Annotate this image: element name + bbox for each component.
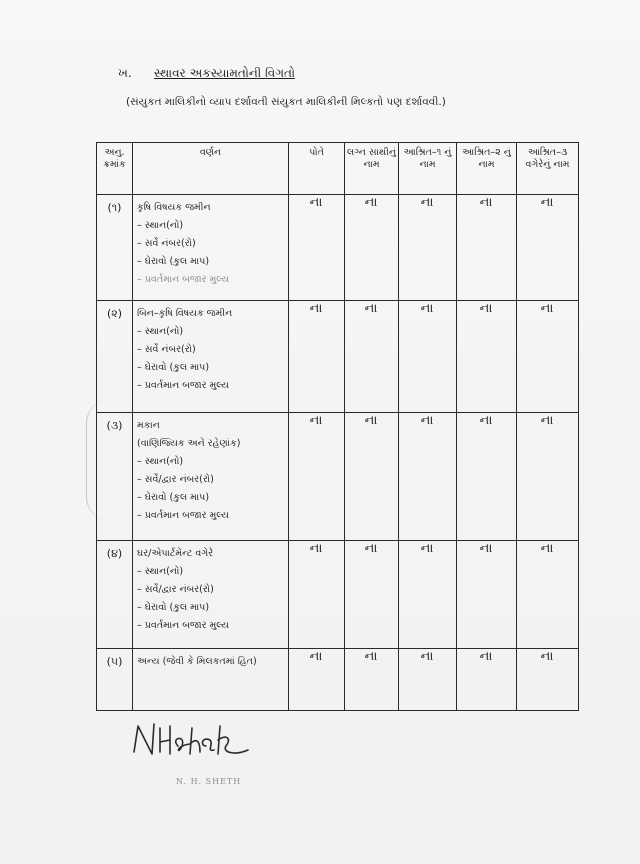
value-self: ના bbox=[289, 413, 345, 541]
description-line: – પ્રવર્તમાન બજાર મુલ્ય bbox=[137, 620, 230, 631]
value-dependent-2: ના bbox=[457, 541, 517, 649]
row-serial: (૫) bbox=[97, 649, 133, 711]
header-dependent-1: આશ્રિત–૧ નું નામ bbox=[399, 143, 457, 195]
description-line: – સ્થાન(નો) bbox=[137, 326, 184, 337]
description-line: – સર્વે નંબર(રો) bbox=[137, 238, 196, 249]
section-label: ખ. bbox=[118, 66, 132, 80]
description-line: ઘર/એપાર્ટમેન્ટ વગેરે bbox=[137, 548, 214, 559]
row-serial: (૪) bbox=[97, 541, 133, 649]
value-dependent-3: ના bbox=[517, 413, 579, 541]
value-dependent-2: ના bbox=[457, 301, 517, 413]
section-title: સ્થાવર અકસ્યામતોની વિગતો bbox=[154, 66, 295, 80]
row-serial: (૩) bbox=[97, 413, 133, 541]
value-dependent-3: ના bbox=[517, 541, 579, 649]
description-line: – પ્રવર્તમાન બજાર મુલ્ય bbox=[137, 274, 230, 285]
description-line: – સર્વે/દ્વાર નંબર(રો) bbox=[137, 474, 214, 485]
value-dependent-2: ના bbox=[457, 195, 517, 301]
value-spouse: ના bbox=[345, 541, 399, 649]
description-line: મકાન bbox=[137, 420, 160, 431]
description-line: – ઘેરાવો (કુલ માપ) bbox=[137, 602, 210, 613]
table-header-row bbox=[97, 143, 579, 195]
header-dependent-2: આશ્રિત–૨ નું નામ bbox=[457, 143, 517, 195]
value-dependent-3: ના bbox=[517, 301, 579, 413]
value-dependent-1: ના bbox=[399, 413, 457, 541]
table-row bbox=[97, 195, 579, 301]
value-dependent-2: ના bbox=[457, 413, 517, 541]
header-spouse: લગ્ન સાથીનું નામ bbox=[345, 143, 399, 195]
row-serial: (૨) bbox=[97, 301, 133, 413]
row-description bbox=[133, 649, 289, 711]
header-dependent-3: આશ્રિત–૩ વગેરેનું નામ bbox=[517, 143, 579, 195]
value-self: ના bbox=[289, 649, 345, 711]
immovable-assets-table bbox=[96, 142, 579, 711]
description-line: – સ્થાન(નો) bbox=[137, 456, 184, 467]
header-self: પોતે bbox=[289, 143, 345, 195]
row-description bbox=[133, 301, 289, 413]
value-dependent-2: ના bbox=[457, 649, 517, 711]
name-stamp: N. H. SHETH bbox=[176, 777, 242, 786]
description-line: – સ્થાન(નો) bbox=[137, 220, 184, 231]
value-spouse: ના bbox=[345, 195, 399, 301]
value-dependent-3: ના bbox=[517, 649, 579, 711]
value-dependent-1: ના bbox=[399, 649, 457, 711]
section-subheading: (સંયુકત માલિકીનો વ્યાપ દર્શાવતી સંયુકત માલિકીની મિલ્કતો પણ દર્શાવવી.) bbox=[126, 96, 446, 108]
description-line: – ઘેરાવો (કુલ માપ) bbox=[137, 256, 210, 267]
description-line: બિન–કૃષિ વિષયક જમીન bbox=[137, 308, 233, 319]
description-line: – પ્રવર્તમાન બજાર મુલ્ય bbox=[137, 510, 230, 521]
row-description bbox=[133, 413, 289, 541]
description-line: અન્ય (જેવી કે મિલકતમાં હિત) bbox=[137, 656, 257, 667]
value-spouse: ના bbox=[345, 301, 399, 413]
table-row bbox=[97, 301, 579, 413]
value-self: ના bbox=[289, 195, 345, 301]
value-self: ના bbox=[289, 541, 345, 649]
row-serial: (૧) bbox=[97, 195, 133, 301]
value-dependent-1: ના bbox=[399, 541, 457, 649]
description-line: – ઘેરાવો (કુલ માપ) bbox=[137, 492, 210, 503]
table-row bbox=[97, 541, 579, 649]
handwritten-signature bbox=[130, 716, 280, 766]
header-description: વર્ણન bbox=[133, 143, 289, 195]
description-line: – ઘેરાવો (કુલ માપ) bbox=[137, 362, 210, 373]
description-line: – સ્થાન(નો) bbox=[137, 566, 184, 577]
header-serial: અનુ. ક્રમાંક bbox=[97, 143, 133, 195]
section-heading bbox=[118, 66, 295, 81]
description-line: (વાણિજ્યિક અને રહેણાંક) bbox=[137, 438, 241, 449]
row-description bbox=[133, 195, 289, 301]
table-row bbox=[97, 649, 579, 711]
description-line: – સર્વે નંબર(રો) bbox=[137, 344, 196, 355]
value-dependent-1: ના bbox=[399, 301, 457, 413]
description-line: – પ્રવર્તમાન બજાર મુલ્ય bbox=[137, 380, 230, 391]
row-description bbox=[133, 541, 289, 649]
table-row bbox=[97, 413, 579, 541]
description-line: – સર્વે/દ્વાર નંબર(રો) bbox=[137, 584, 214, 595]
value-spouse: ના bbox=[345, 649, 399, 711]
value-dependent-3: ના bbox=[517, 195, 579, 301]
value-dependent-1: ના bbox=[399, 195, 457, 301]
description-line: કૃષિ વિષયક જમીન bbox=[137, 202, 211, 213]
value-spouse: ના bbox=[345, 413, 399, 541]
value-self: ના bbox=[289, 301, 345, 413]
